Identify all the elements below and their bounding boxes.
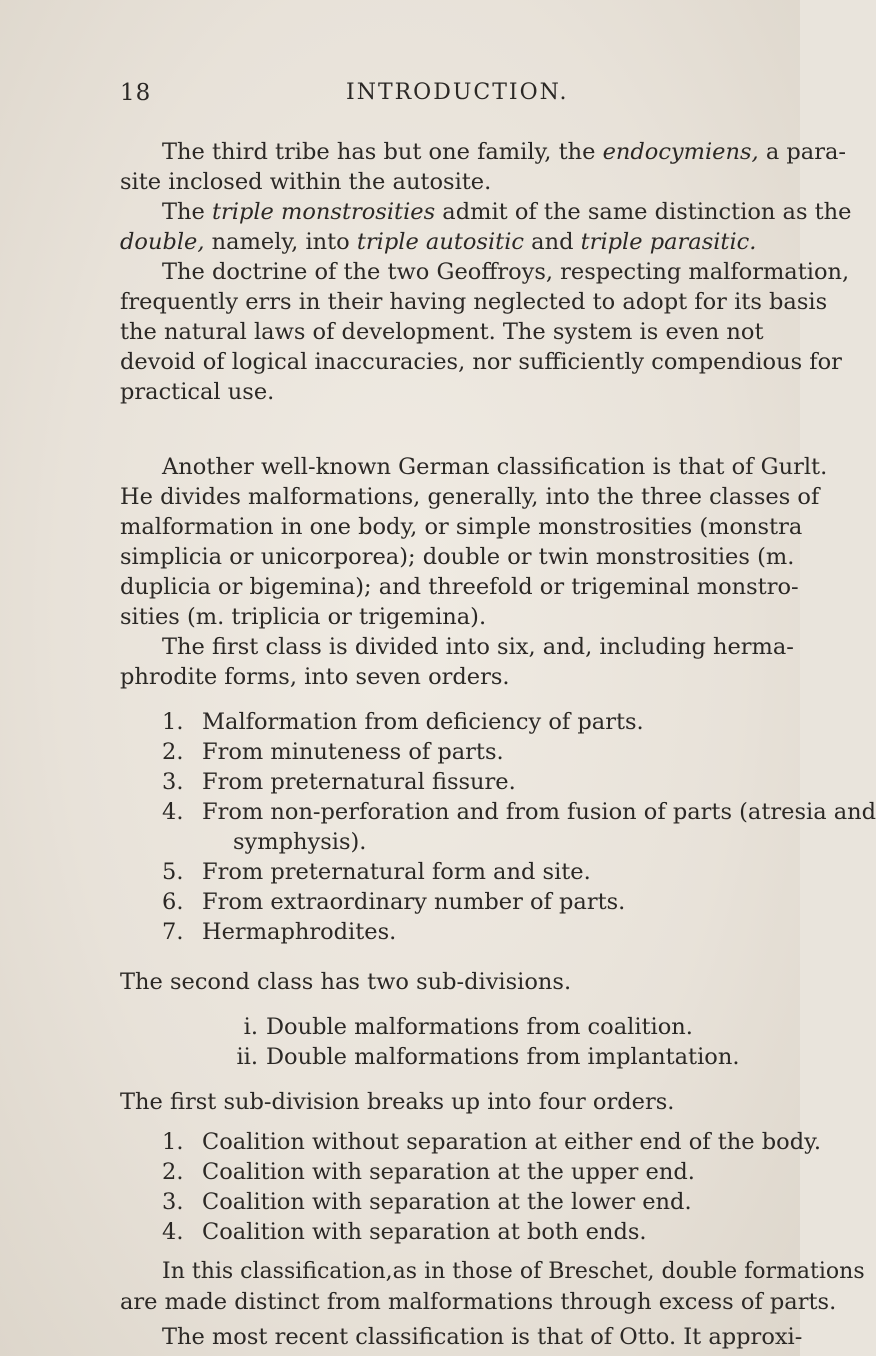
paragraph-4-line-4: simplicia or unicorporea); double or twin monstrosities (m.	[120, 544, 795, 570]
list-item: 2. From minuteness of parts.	[162, 739, 504, 765]
list-item: 3. Coalition with separation at the lower end.	[162, 1189, 692, 1215]
list-item: 7. Hermaphrodites.	[162, 919, 397, 945]
first-subdivision-intro: The first sub-division breaks up into four orders.	[120, 1089, 675, 1115]
paragraph-6-line-1: In this classification,as in those of Breschet, double formations	[162, 1259, 865, 1284]
paragraph-3-line-5: practical use.	[120, 379, 275, 405]
paragraph-1-line-1: The third tribe has but one family, the endocymiens, a para-	[162, 139, 846, 165]
paragraph-7-line-1: The most recent classification is that of Otto. It approxi-	[162, 1324, 803, 1350]
page-header	[120, 80, 760, 112]
paragraph-1-line-2: site inclosed within the autosite.	[120, 169, 492, 195]
second-class-intro: The second class has two sub-divisions.	[120, 969, 572, 995]
paragraph-3-line-2: frequently errs in their having neglected to adopt for its basis	[120, 289, 828, 315]
paragraph-4-line-5: duplicia or bigemina); and threefold or trigeminal monstro-	[120, 574, 799, 600]
paragraph-2-line-2: double, namely, into triple autositic and triple parasitic.	[120, 229, 757, 255]
paragraph-5-line-1: The first class is divided into six, and, including herma-	[162, 634, 794, 660]
paragraph-4-line-1: Another well-known German classification is that of Gurlt.	[162, 454, 828, 480]
list-item: 2. Coalition with separation at the upper end.	[162, 1159, 695, 1185]
paragraph-6-line-2: are made distinct from malformations through excess of parts.	[120, 1289, 837, 1315]
list-item-continuation: symphysis).	[233, 829, 367, 855]
list-item: 4. From non-perforation and from fusion of parts (atresia and	[162, 799, 876, 825]
list-item: 4. Coalition with separation at both ends.	[162, 1219, 647, 1245]
paragraph-3-line-1: The doctrine of the two Geoffroys, respecting malformation,	[162, 259, 850, 285]
paragraph-4-line-2: He divides malformations, generally, into the three classes of	[120, 484, 820, 510]
list-item: 6. From extraordinary number of parts.	[162, 889, 626, 915]
list-item: 1. Coalition without separation at either end of the body.	[162, 1129, 821, 1155]
page-number: 18	[120, 80, 152, 106]
paragraph-3-line-3: the natural laws of development. The system is even not	[120, 319, 764, 345]
list-item: 1. Malformation from deficiency of parts.	[162, 709, 644, 735]
subdivision-item: i. Double malformations from coalition.	[243, 1014, 693, 1040]
paragraph-2-line-1: The triple monstrosities admit of the same distinction as the	[162, 199, 852, 225]
paragraph-5-line-2: phrodite forms, into seven orders.	[120, 664, 510, 690]
list-item: 5. From preternatural form and site.	[162, 859, 591, 885]
paragraph-3-line-4: devoid of logical inaccuracies, nor sufficiently compendious for	[120, 349, 842, 375]
running-head: INTRODUCTION.	[346, 80, 569, 105]
list-item: 3. From preternatural fissure.	[162, 769, 516, 795]
paragraph-4-line-6: sities (m. triplicia or trigemina).	[120, 604, 487, 630]
paragraph-4-line-3: malformation in one body, or simple monstrosities (monstra	[120, 514, 803, 540]
subdivision-item: ii. Double malformations from implantation.	[236, 1044, 740, 1070]
